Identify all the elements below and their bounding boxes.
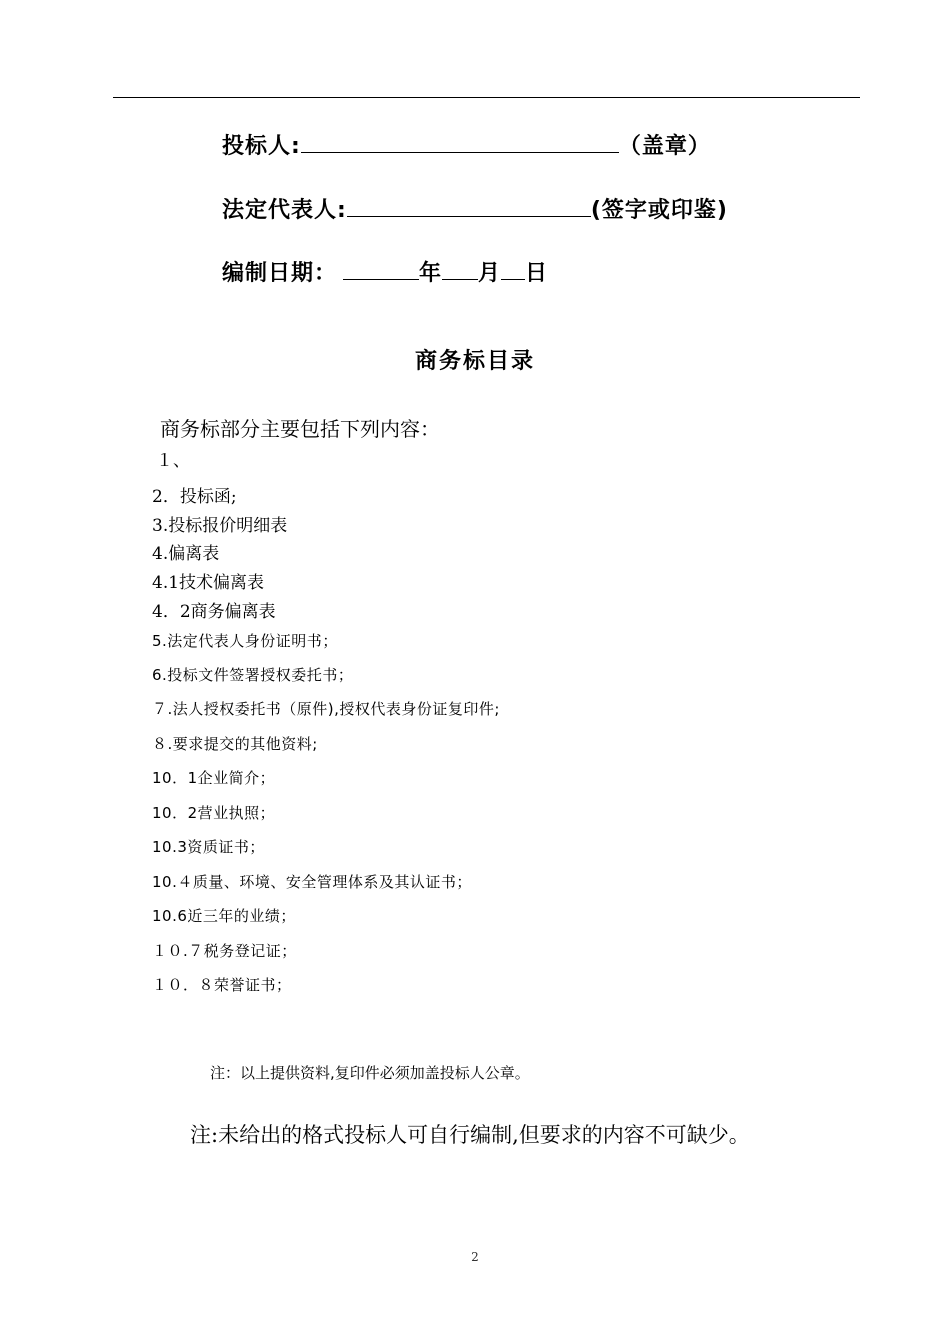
bidder-label: 投标人: <box>222 134 301 159</box>
toc-item: 4.1技术偏离表 <box>152 573 265 593</box>
year-blank[interactable] <box>343 259 419 280</box>
toc-item: 10.3资质证书； <box>152 838 265 856</box>
representative-line <box>222 196 728 225</box>
day-blank[interactable] <box>501 259 525 280</box>
toc-item: 3.投标报价明细表 <box>152 516 288 536</box>
note-format: 注:未给出的格式投标人可自行编制,但要求的内容不可缺少。 <box>190 1123 750 1147</box>
note-copies: 注：以上提供资料,复印件必须加盖投标人公章。 <box>210 1064 530 1082</box>
toc-item: 4.偏离表 <box>152 544 220 564</box>
bidder-blank[interactable] <box>301 132 619 153</box>
toc-item: 5.法定代表人身份证明书； <box>152 632 338 650</box>
page-number: 2 <box>471 1250 479 1264</box>
day-label: 日 <box>525 261 549 286</box>
date-label: 编制日期： <box>222 261 338 286</box>
toc-item: 6.投标文件签署授权委托书； <box>152 666 354 684</box>
representative-label: 法定代表人: <box>222 198 347 223</box>
toc-item: 10.４质量、环境、安全管理体系及其认证书； <box>152 873 472 891</box>
month-label: 月 <box>478 261 502 286</box>
toc-item: 4．2商务偏离表 <box>152 602 276 622</box>
toc-item: 10．2营业执照； <box>152 804 276 822</box>
toc-item: １０.７税务登记证； <box>152 942 297 960</box>
toc-item: １０．８荣誉证书； <box>152 976 292 994</box>
representative-suffix: (签字或印鉴) <box>590 198 728 223</box>
toc-item: 2．投标函; <box>152 487 237 507</box>
toc-item: 10．1企业简介； <box>152 769 276 787</box>
toc-item: １、 <box>156 451 190 471</box>
toc-item: 10.6近三年的业绩； <box>152 907 296 925</box>
date-line <box>222 259 548 288</box>
toc-item: ７.法人授权委托书（原件),授权代表身份证复印件; <box>152 700 500 718</box>
page-title: 商务标目录 <box>414 349 535 374</box>
intro-text: 商务标部分主要包括下列内容： <box>160 417 440 441</box>
bidder-line <box>222 132 711 161</box>
year-label: 年 <box>419 261 443 286</box>
month-blank[interactable] <box>442 259 478 280</box>
bidder-suffix: （盖章） <box>618 134 711 159</box>
representative-blank[interactable] <box>347 196 591 217</box>
toc-item: ８.要求提交的其他资料; <box>152 735 318 753</box>
header-rule <box>113 97 860 98</box>
